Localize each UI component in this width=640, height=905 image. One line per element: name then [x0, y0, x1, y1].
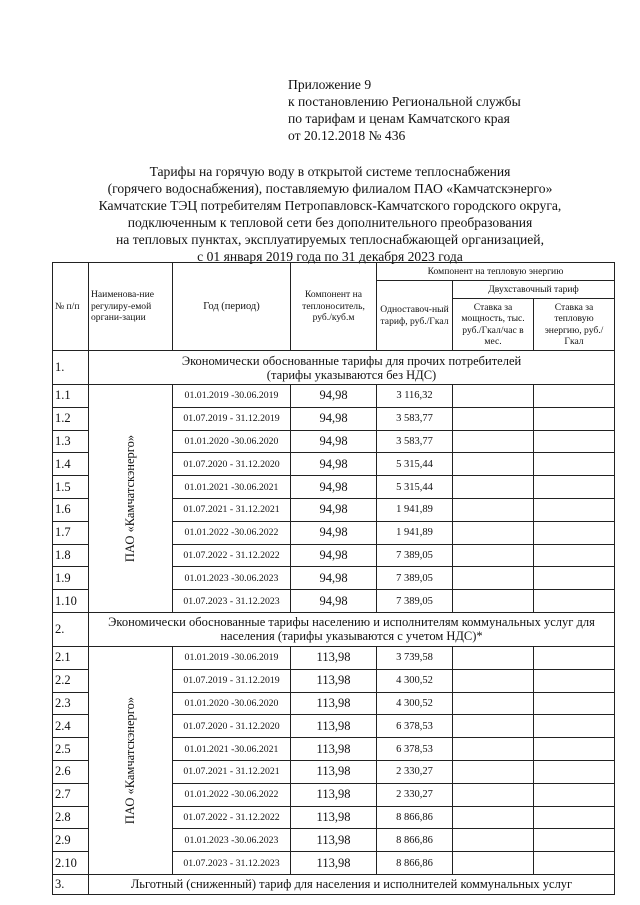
period-cell: 01.01.2019 -30.06.2019 [173, 646, 291, 669]
tariff-cell: 5 315,44 [377, 476, 453, 499]
tariff-cell: 2 330,27 [377, 760, 453, 783]
row-num: 1.9 [53, 567, 89, 590]
carrier-cell: 94,98 [291, 476, 377, 499]
energy-rate-cell [534, 430, 615, 453]
power-rate-cell [453, 646, 534, 669]
power-rate-cell [453, 453, 534, 476]
tariff-cell: 7 389,05 [377, 567, 453, 590]
tariff-cell: 3 583,77 [377, 407, 453, 430]
org-name: ПАО «Камчатскэнерго» [123, 434, 137, 563]
org-name-cell [89, 385, 173, 613]
power-rate-cell [453, 692, 534, 715]
power-rate-cell [453, 852, 534, 875]
carrier-cell: 113,98 [291, 692, 377, 715]
row-num: 2.9 [53, 829, 89, 852]
period-cell: 01.07.2022 - 31.12.2022 [173, 544, 291, 567]
carrier-cell: 94,98 [291, 544, 377, 567]
energy-rate-cell [534, 590, 615, 613]
table-body [53, 351, 615, 895]
carrier-cell: 94,98 [291, 407, 377, 430]
period-cell: 01.07.2022 - 31.12.2022 [173, 806, 291, 829]
period-cell: 01.07.2020 - 31.12.2020 [173, 715, 291, 738]
energy-rate-cell [534, 544, 615, 567]
row-num: 2.4 [53, 715, 89, 738]
period-cell: 01.01.2020 -30.06.2020 [173, 692, 291, 715]
period-cell: 01.07.2023 - 31.12.2023 [173, 590, 291, 613]
power-rate-cell [453, 430, 534, 453]
energy-rate-cell [534, 385, 615, 408]
title-line-3: Камчатские ТЭЦ потребителям Петропавловск-Камчатского городского округа, [98, 198, 562, 213]
tariff-cell: 6 378,53 [377, 715, 453, 738]
section-header-row [53, 612, 615, 646]
tariff-cell: 1 941,89 [377, 498, 453, 521]
period-cell: 01.07.2020 - 31.12.2020 [173, 453, 291, 476]
tariff-cell: 5 315,44 [377, 453, 453, 476]
carrier-cell: 94,98 [291, 453, 377, 476]
row-num: 2.2 [53, 669, 89, 692]
energy-rate-cell [534, 407, 615, 430]
header-carrier: Компонент на теплоноситель, руб./куб.м [291, 263, 377, 351]
row-num: 1.3 [53, 430, 89, 453]
row-num: 1.2 [53, 407, 89, 430]
carrier-cell: 94,98 [291, 521, 377, 544]
header-org: Наименова-ние регулиру-емой органи-зации [89, 263, 173, 351]
annex-block [288, 76, 618, 144]
row-num: 1.10 [53, 590, 89, 613]
power-rate-cell [453, 715, 534, 738]
tariff-cell: 7 389,05 [377, 544, 453, 567]
title-line-1: Тарифы на горячую воду в открытой системе теплоснабжения [149, 164, 511, 179]
annex-line-1: Приложение 9 [288, 77, 372, 92]
row-num: 2.6 [53, 760, 89, 783]
tariff-cell: 7 389,05 [377, 590, 453, 613]
row-num: 2.1 [53, 646, 89, 669]
section-title: Льготный (сниженный) тариф для населения и исполнителей коммунальных услуг [89, 874, 615, 894]
period-cell: 01.07.2021 - 31.12.2021 [173, 498, 291, 521]
row-num: 1.1 [53, 385, 89, 408]
energy-rate-cell [534, 783, 615, 806]
period-cell: 01.01.2021 -30.06.2021 [173, 476, 291, 499]
period-cell: 01.07.2023 - 31.12.2023 [173, 852, 291, 875]
carrier-cell: 94,98 [291, 430, 377, 453]
period-cell: 01.01.2023 -30.06.2023 [173, 829, 291, 852]
carrier-cell: 113,98 [291, 829, 377, 852]
org-name-cell [89, 646, 173, 874]
energy-rate-cell [534, 852, 615, 875]
energy-rate-cell [534, 738, 615, 761]
row-num: 2.5 [53, 738, 89, 761]
carrier-cell: 94,98 [291, 590, 377, 613]
document-title [40, 163, 620, 265]
carrier-cell: 94,98 [291, 567, 377, 590]
row-num: 2.7 [53, 783, 89, 806]
energy-rate-cell [534, 476, 615, 499]
period-cell: 01.01.2023 -30.06.2023 [173, 567, 291, 590]
tariff-cell: 6 378,53 [377, 738, 453, 761]
energy-rate-cell [534, 521, 615, 544]
row-num: 1.6 [53, 498, 89, 521]
section-title-line-2: населения (тарифы указываются с учетом НДС)* [220, 629, 483, 644]
annex-line-2: к постановлению Региональной службы [288, 94, 521, 109]
header-energy-rate: Ставка за тепловую энергию, руб./Гкал [534, 299, 615, 351]
header-one-rate: Одноставоч-ный тариф, руб./Гкал [377, 281, 453, 351]
power-rate-cell [453, 783, 534, 806]
table-row [53, 646, 615, 669]
title-line-5: на тепловых пунктах, эксплуатируемых теплоснабжающей организацией, [116, 232, 544, 247]
energy-rate-cell [534, 669, 615, 692]
period-cell: 01.01.2020 -30.06.2020 [173, 430, 291, 453]
annex-line-3: по тарифам и ценам Камчатского края [288, 111, 510, 126]
carrier-cell: 113,98 [291, 760, 377, 783]
section-title-line-1: Экономически обоснованные тарифы населению и исполнителям коммунальных услуг для [108, 615, 595, 630]
period-cell: 01.01.2022 -30.06.2022 [173, 521, 291, 544]
section-title [89, 351, 615, 385]
period-cell: 01.07.2021 - 31.12.2021 [173, 760, 291, 783]
power-rate-cell [453, 544, 534, 567]
tariff-cell: 4 300,52 [377, 669, 453, 692]
row-num: 1.4 [53, 453, 89, 476]
header-period: Год (период) [173, 263, 291, 351]
section-num: 3. [53, 874, 89, 894]
power-rate-cell [453, 590, 534, 613]
energy-rate-cell [534, 760, 615, 783]
section-header-row [53, 351, 615, 385]
period-cell: 01.07.2019 - 31.12.2019 [173, 669, 291, 692]
tariff-cell: 3 583,77 [377, 430, 453, 453]
title-line-2: (горячего водоснабжения), поставляемую филиалом ПАО «Камчатскэнерго» [107, 181, 553, 196]
energy-rate-cell [534, 453, 615, 476]
power-rate-cell [453, 407, 534, 430]
energy-rate-cell [534, 498, 615, 521]
carrier-cell: 94,98 [291, 385, 377, 408]
energy-rate-cell [534, 829, 615, 852]
energy-rate-cell [534, 715, 615, 738]
row-num: 2.10 [53, 852, 89, 875]
section-title-line-2: (тарифы указываются без НДС) [266, 367, 437, 382]
section-header-row [53, 874, 615, 894]
energy-rate-cell [534, 692, 615, 715]
power-rate-cell [453, 738, 534, 761]
section-num: 1. [53, 351, 89, 385]
tariff-table [52, 262, 615, 895]
row-num: 1.5 [53, 476, 89, 499]
carrier-cell: 94,98 [291, 498, 377, 521]
power-rate-cell [453, 760, 534, 783]
carrier-cell: 113,98 [291, 669, 377, 692]
power-rate-cell [453, 806, 534, 829]
power-rate-cell [453, 498, 534, 521]
annex-line-4: от 20.12.2018 № 436 [288, 128, 406, 143]
header-power-rate: Ставка за мощность, тыс. руб./Гкал/час в мес. [453, 299, 534, 351]
power-rate-cell [453, 385, 534, 408]
tariff-cell: 3 739,58 [377, 646, 453, 669]
header-two-rate: Двухставочный тариф [453, 281, 615, 299]
carrier-cell: 113,98 [291, 715, 377, 738]
tariff-cell: 8 866,86 [377, 852, 453, 875]
period-cell: 01.01.2022 -30.06.2022 [173, 783, 291, 806]
row-num: 1.8 [53, 544, 89, 567]
energy-rate-cell [534, 567, 615, 590]
period-cell: 01.01.2019 -30.06.2019 [173, 385, 291, 408]
header-energy: Компонент на тепловую энергию [377, 263, 615, 281]
energy-rate-cell [534, 806, 615, 829]
power-rate-cell [453, 669, 534, 692]
tariff-cell: 8 866,86 [377, 806, 453, 829]
section-num: 2. [53, 612, 89, 646]
power-rate-cell [453, 567, 534, 590]
row-num: 2.8 [53, 806, 89, 829]
org-name: ПАО «Камчатскэнерго» [123, 696, 137, 825]
title-line-4: подключенным к тепловой сети без дополнительного преобразования [127, 215, 533, 230]
section-title-line-1: Экономически обоснованные тарифы для прочих потребителей [181, 353, 522, 368]
tariff-cell: 1 941,89 [377, 521, 453, 544]
carrier-cell: 113,98 [291, 646, 377, 669]
power-rate-cell [453, 476, 534, 499]
tariff-cell: 3 116,32 [377, 385, 453, 408]
section-title [89, 612, 615, 646]
carrier-cell: 113,98 [291, 852, 377, 875]
carrier-cell: 113,98 [291, 738, 377, 761]
tariff-cell: 2 330,27 [377, 783, 453, 806]
power-rate-cell [453, 521, 534, 544]
title-line-6: с 01 января 2019 года по 31 декабря 2023 года [197, 249, 463, 264]
header-num: № п/п [53, 263, 89, 351]
carrier-cell: 113,98 [291, 806, 377, 829]
row-num: 1.7 [53, 521, 89, 544]
carrier-cell: 113,98 [291, 783, 377, 806]
period-cell: 01.07.2019 - 31.12.2019 [173, 407, 291, 430]
tariff-cell: 8 866,86 [377, 829, 453, 852]
row-num: 2.3 [53, 692, 89, 715]
power-rate-cell [453, 829, 534, 852]
tariff-cell: 4 300,52 [377, 692, 453, 715]
energy-rate-cell [534, 646, 615, 669]
table-row [53, 385, 615, 408]
period-cell: 01.01.2021 -30.06.2021 [173, 738, 291, 761]
